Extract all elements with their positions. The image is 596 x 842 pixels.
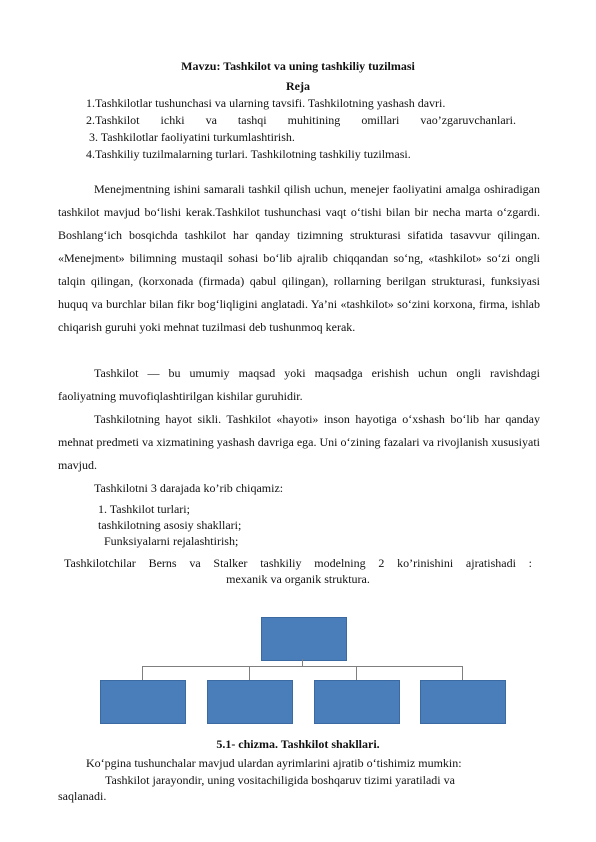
model-text-line-1: Tashkilotchilar Berns va Stalker tashkiliy modelning 2 ko’rinishini ajratishadi : bbox=[64, 556, 532, 570]
org-chart-top-box bbox=[261, 617, 347, 661]
org-chart-child-box-2 bbox=[207, 680, 293, 724]
plan-item-1: 1.Tashkilotlar tushunchasi va ularning tavsifi. Tashkilotning yashash davri. bbox=[86, 96, 446, 110]
plan-item-4: 4.Tashkiliy tuzilmalarning turlari. Tashkilotning tashkiliy tuzilmasi. bbox=[86, 147, 411, 161]
org-chart-child-box-1 bbox=[100, 680, 186, 724]
connector-drop-2 bbox=[249, 666, 250, 680]
paragraph-1-text: Menejmentning ishini samarali tashkil qilish uchun, menejer faoliyatini amalga oshiradigan tashkilot mavjud bo‘lishi kerak.Tashkilot tushunchasi vaqt o‘tishi bilan bir necha marta o‘zgardi. Boshlang‘ich bosqichda tashkilot har qanday tizimning strukturasi sifatida tasavvur qilingan. «Menejment» bilimning mustaqil sohasi bo‘lib ajralib chiqqandan so‘ng, «tashkilot» so‘zi ongli talqin qilingan, (korxonada (firmada) qabul qilingan), rollarning berilgan strukturasi, funksiyasi huquq va burchlar bilan fikr bog‘liqligini anglatadi. Ya’ni «tashkilot» so‘zini korxona, firma, ishlab chiqarish guruhi yoki mehnat tuzilmasi deb tushunmoq kerak. bbox=[58, 182, 540, 334]
footer-line-2: Tashkilot jarayondir, uning vositachiligida boshqaruv tizimi yaratiladi va bbox=[105, 773, 455, 787]
plan-item-3: 3. Tashkilotlar faoliyatini turkumlashtirish. bbox=[86, 130, 295, 144]
footer-line-3: saqlanadi. bbox=[58, 789, 107, 803]
paragraph-1 bbox=[58, 178, 540, 339]
org-chart-child-box-3 bbox=[314, 680, 400, 724]
connector-horizontal bbox=[142, 666, 462, 667]
connector-drop-1 bbox=[142, 666, 143, 680]
paragraph-3 bbox=[58, 408, 540, 477]
model-text-line-2: mexanik va organik struktura. bbox=[226, 572, 370, 586]
footer-line-1: Ko‘pgina tushunchalar mavjud ulardan ayrimlarini ajratib o‘tishimiz mumkin: bbox=[86, 756, 462, 770]
org-chart-child-box-4 bbox=[420, 680, 506, 724]
levels-intro: Tashkilotni 3 darajada ko’rib chiqamiz: bbox=[94, 481, 284, 495]
diagram-caption: 5.1- chizma. Tashkilot shakllari. bbox=[216, 737, 380, 751]
plan-item-2: 2.Tashkilot ichki va tashqi muhitining omillari vao’zgaruvchanlari. bbox=[86, 113, 516, 127]
paragraph-2-text: Tashkilot — bu umumiy maqsad yoki maqsadga erishish uchun ongli ravishdagi faoliyatning muvofiqlashtirilgan kishilar guruhidir. bbox=[58, 366, 540, 403]
page-title: Mavzu: Tashkilot va uning tashkiliy tuzilmasi bbox=[181, 59, 415, 73]
paragraph-3-text: Tashkilotning hayot sikli. Tashkilot «hayoti» inson hayotiga o‘xshash bo‘lib har qanday mehnat predmeti va xizmatining yashash davriga ega. Uni o‘zining fazalari va rivojlanish xususiyati mavjud. bbox=[58, 412, 540, 472]
plan-heading: Reja bbox=[286, 79, 310, 93]
level-item-1: 1. Tashkilot turlari; bbox=[98, 502, 190, 516]
level-item-2: tashkilotning asosiy shakllari; bbox=[98, 518, 242, 532]
connector-drop-3 bbox=[356, 666, 357, 680]
level-item-3: Funksiyalarni rejalashtirish; bbox=[98, 534, 239, 548]
connector-drop-4 bbox=[462, 666, 463, 680]
paragraph-2 bbox=[58, 362, 540, 408]
